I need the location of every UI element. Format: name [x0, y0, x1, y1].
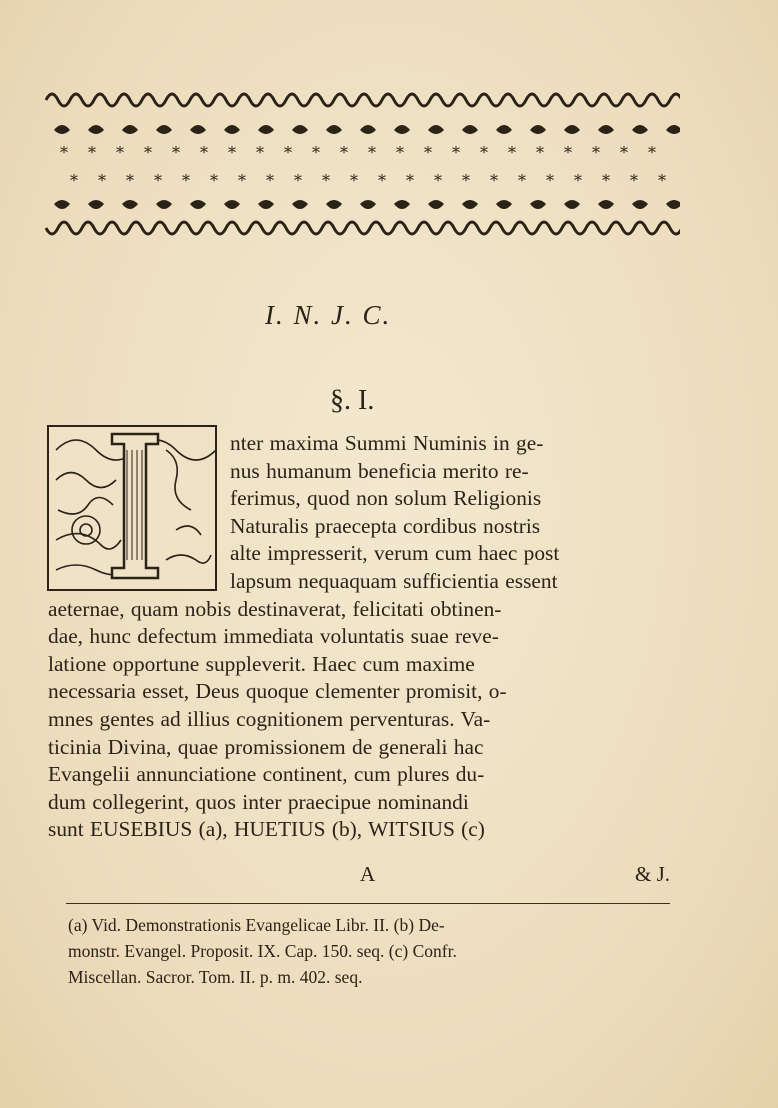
svg-text:*: * [256, 143, 264, 162]
svg-text:*: * [350, 171, 358, 190]
footnote-line: monstr. Evangel. Proposit. IX. Cap. 150. seq. (c) Confr. [68, 941, 457, 961]
text-line: lapsum nequaquam sufficientia essent [230, 568, 558, 593]
svg-text:*: * [266, 171, 274, 190]
svg-text:*: * [592, 143, 600, 162]
page-heading: I. N. J. C. [265, 300, 392, 330]
svg-text:*: * [396, 143, 404, 162]
signature-mark: A [360, 862, 376, 886]
svg-text:*: * [98, 171, 106, 190]
svg-text:*: * [406, 171, 414, 190]
svg-text:*: * [518, 171, 526, 190]
text-line: alte impresserit, verum cum haec post [230, 541, 560, 566]
svg-text:*: * [630, 171, 638, 190]
svg-text:*: * [340, 143, 348, 162]
svg-text:*: * [574, 171, 582, 190]
svg-text:*: * [658, 171, 666, 190]
text-line: aeternae, quam nobis destinaverat, felicitati obtinen- [48, 596, 502, 621]
text-line: dae, hunc defectum immediata voluntatis suae reve- [48, 624, 499, 649]
footnotes [68, 912, 672, 990]
svg-text:*: * [312, 143, 320, 162]
svg-text:*: * [284, 143, 292, 162]
svg-text:*: * [144, 143, 152, 162]
text-line: latione opportune suppleverit. Haec cum maxime [48, 651, 475, 676]
svg-text:*: * [648, 143, 656, 162]
svg-text:*: * [424, 143, 432, 162]
svg-text:*: * [564, 143, 572, 162]
headpiece-ornament [40, 86, 680, 236]
svg-text:*: * [434, 171, 442, 190]
section-number: §. I. [330, 385, 375, 416]
footnote-line: Miscellan. Sacror. Tom. II. p. m. 402. seq. [68, 967, 363, 987]
svg-text:*: * [536, 143, 544, 162]
svg-text:*: * [546, 171, 554, 190]
text-line: sunt EUSEBIUS (a), HUETIUS (b), WITSIUS (c) [48, 817, 485, 842]
svg-text:*: * [116, 143, 124, 162]
svg-text:*: * [620, 143, 628, 162]
text-line: Evangelii annunciatione continent, cum plures du- [48, 762, 485, 787]
text-line: necessaria esset, Deus quoque clementer promisit, o- [48, 679, 507, 704]
svg-text:*: * [452, 143, 460, 162]
svg-text:*: * [172, 143, 180, 162]
svg-text:*: * [200, 143, 208, 162]
svg-text:*: * [378, 171, 386, 190]
text-line: mnes gentes ad illius cognitionem perventuras. Va- [48, 706, 491, 731]
svg-text:*: * [228, 143, 236, 162]
footnote-line: (a) Vid. Demonstrationis Evangelicae Libr. II. (b) De- [68, 915, 445, 935]
svg-text:*: * [322, 171, 330, 190]
catchword: & J. [634, 862, 670, 886]
svg-text:*: * [88, 143, 96, 162]
text-line: ticinia Divina, quae promissionem de generali hac [48, 734, 484, 759]
svg-text:*: * [210, 171, 218, 190]
signature-row [48, 862, 670, 890]
svg-text:*: * [70, 171, 78, 190]
text-line: ferimus, quod non solum Religionis [230, 486, 542, 511]
text-line: dum collegerint, quos inter praecipue nominandi [48, 789, 469, 814]
svg-text:*: * [154, 171, 162, 190]
svg-text:*: * [508, 143, 516, 162]
svg-text:*: * [368, 143, 376, 162]
text-line: nter maxima Summi Numinis in ge- [230, 431, 544, 455]
footnote-rule [66, 903, 670, 904]
svg-text:*: * [602, 171, 610, 190]
svg-text:*: * [294, 171, 302, 190]
svg-text:*: * [126, 171, 134, 190]
body-text [48, 430, 670, 844]
svg-text:*: * [480, 143, 488, 162]
svg-text:*: * [182, 171, 190, 190]
svg-text:*: * [238, 171, 246, 190]
text-line: nus humanum beneficia merito re- [230, 458, 529, 483]
svg-text:*: * [490, 171, 498, 190]
svg-text:*: * [462, 171, 470, 190]
svg-text:*: * [60, 143, 68, 162]
text-line: Naturalis praecepta cordibus nostris [230, 513, 541, 538]
